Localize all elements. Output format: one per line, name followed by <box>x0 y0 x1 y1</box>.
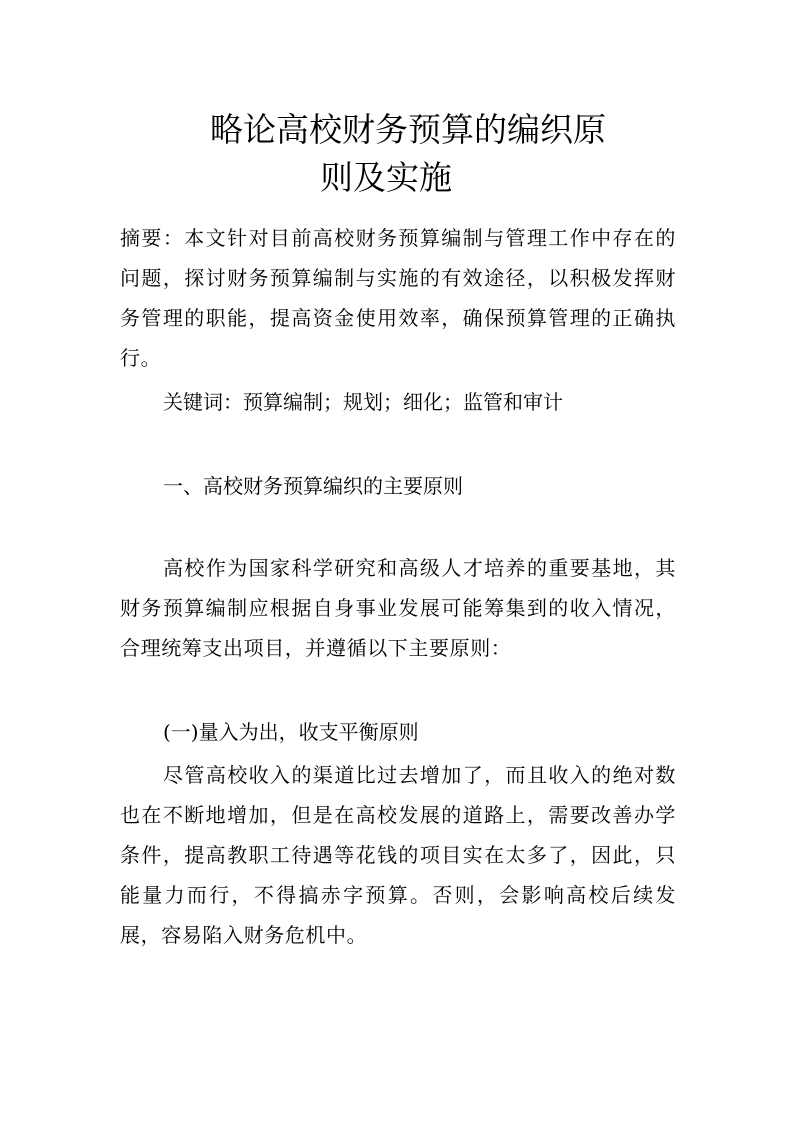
abstract-paragraph: 摘要：本文针对目前高校财务预算编制与管理工作中存在的问题，探讨财务预算编制与实施的有效途径，以积极发挥财务管理的职能，提高资金使用效率，确保预算管理的正确执行。 <box>120 226 676 370</box>
section-1-heading: 一、高校财务预算编织的主要原则 <box>163 474 463 498</box>
subsection-1-paragraph: 尽管高校收入的渠道比过去增加了，而且收入的绝对数也在不断地增加，但是在高校发展的道路上，需要改善办学条件，提高教职工待遇等花钱的项目实在太多了，因此，只能量力而行，不得搞赤字预算。否则，会影响高校后续发展，容易陷入财务危机中。 <box>120 763 676 947</box>
document-title-line-1: 略论高校财务预算的编织原 <box>210 110 606 149</box>
subsection-1-heading: (一)量入为出，收支平衡原则 <box>163 720 419 744</box>
section-1-paragraph: 高校作为国家科学研究和高级人才培养的重要基地，其财务预算编制应根据自身事业发展可能筹集到的收入情况，合理统筹支出项目，并遵循以下主要原则： <box>120 556 676 660</box>
keywords-line: 关键词：预算编制；规划；细化；监管和审计 <box>163 390 563 414</box>
document-title-line-2: 则及实施 <box>320 158 452 197</box>
